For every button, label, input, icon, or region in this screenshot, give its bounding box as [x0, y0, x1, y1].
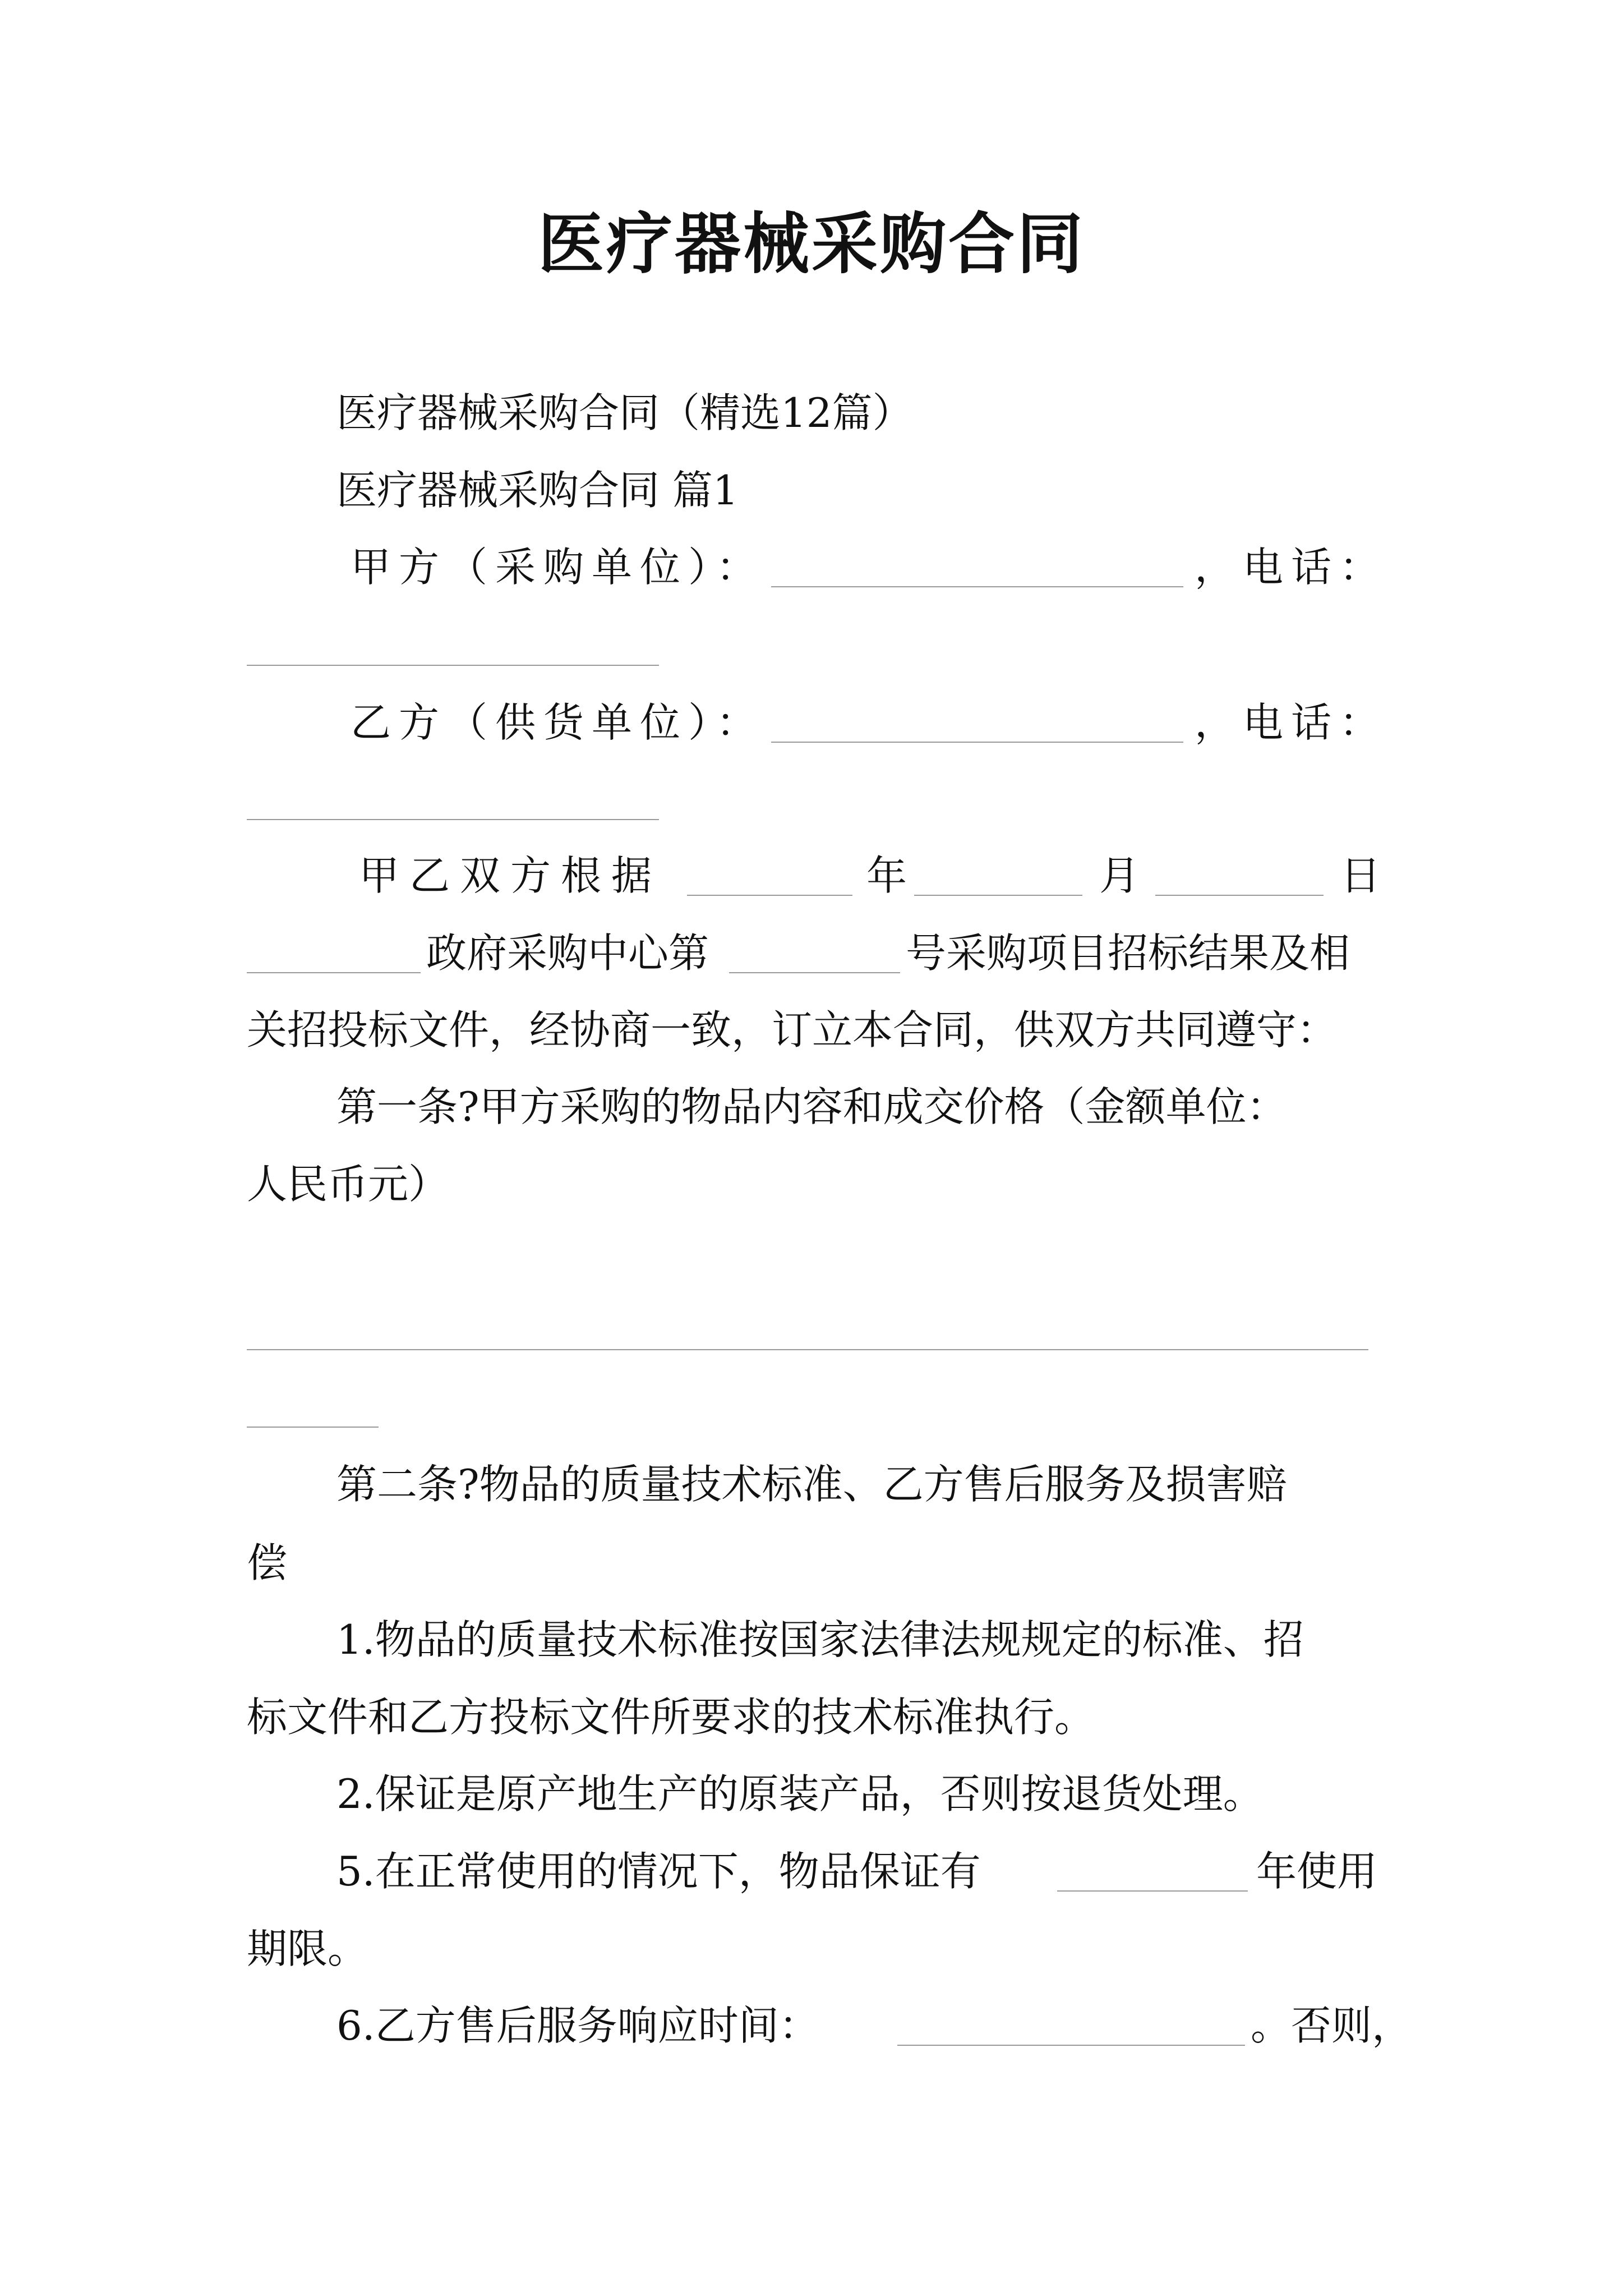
basis-lead: 甲乙双方根据	[359, 852, 662, 899]
basis-center: 政府采购中心第	[426, 930, 709, 977]
item1-line1: 1.物品的质量技术标准按国家法律法规规定的标准、招	[336, 1616, 1304, 1663]
project-number-blank	[729, 972, 900, 973]
party-a-label: 甲方（采购单位）：	[351, 544, 765, 591]
month-blank	[914, 895, 1082, 896]
party-b-label: 乙方（供货单位）：	[351, 699, 765, 746]
article2-line2: 偿	[247, 1539, 288, 1586]
party-b-phone-blank	[247, 819, 659, 820]
party-a-phone-label: ，电话：	[1195, 544, 1388, 591]
section-heading: 医疗器械采购合同 篇1	[336, 467, 739, 514]
party-b-name-blank	[771, 742, 1183, 743]
party-a-name-blank	[771, 586, 1183, 587]
agency-blank	[247, 972, 421, 973]
basis-project: 号采购项目招标结果及相	[906, 930, 1350, 977]
item5-lead: 5.在正常使用的情况下，物品保证有	[336, 1848, 981, 1895]
article1-line2: 人民币元）	[247, 1161, 449, 1208]
article1-line1: 第一条?甲方采购的物品内容和成交价格（金额单位：	[336, 1083, 1287, 1130]
document-subtitle: 医疗器械采购合同（精选12篇）	[336, 389, 913, 436]
item6-lead: 6.乙方售后服务响应时间：	[336, 2002, 819, 2049]
document-title: 医疗器械采购合同	[537, 205, 1085, 283]
item1-line2: 标文件和乙方投标文件所要求的技术标准执行。	[247, 1694, 1095, 1741]
item-table-blank	[247, 1349, 1368, 1350]
warranty-years-blank	[1057, 1890, 1248, 1892]
basis-year: 年	[866, 852, 907, 899]
item6-tail: 。否则，	[1251, 2002, 1413, 2049]
basis-line3: 关招投标文件，经协商一致，订立本合同，供双方共同遵守：	[247, 1006, 1338, 1053]
basis-month: 月	[1099, 852, 1140, 899]
article2-line1: 第二条?物品的质量技术标准、乙方售后服务及损害赔	[336, 1461, 1287, 1508]
item5-line2: 期限。	[247, 1925, 368, 1972]
day-blank	[1155, 895, 1324, 896]
item-table-blank-end	[247, 1427, 379, 1428]
basis-day: 日	[1340, 852, 1381, 899]
year-blank	[687, 895, 852, 896]
party-b-phone-label: ，电话：	[1195, 699, 1388, 746]
party-a-phone-blank	[247, 665, 659, 666]
item5-tail: 年使用	[1256, 1848, 1378, 1895]
response-time-blank	[897, 2045, 1245, 2046]
item2-text: 2.保证是原产地生产的原装产品，否则按退货处理。	[336, 1770, 1264, 1818]
